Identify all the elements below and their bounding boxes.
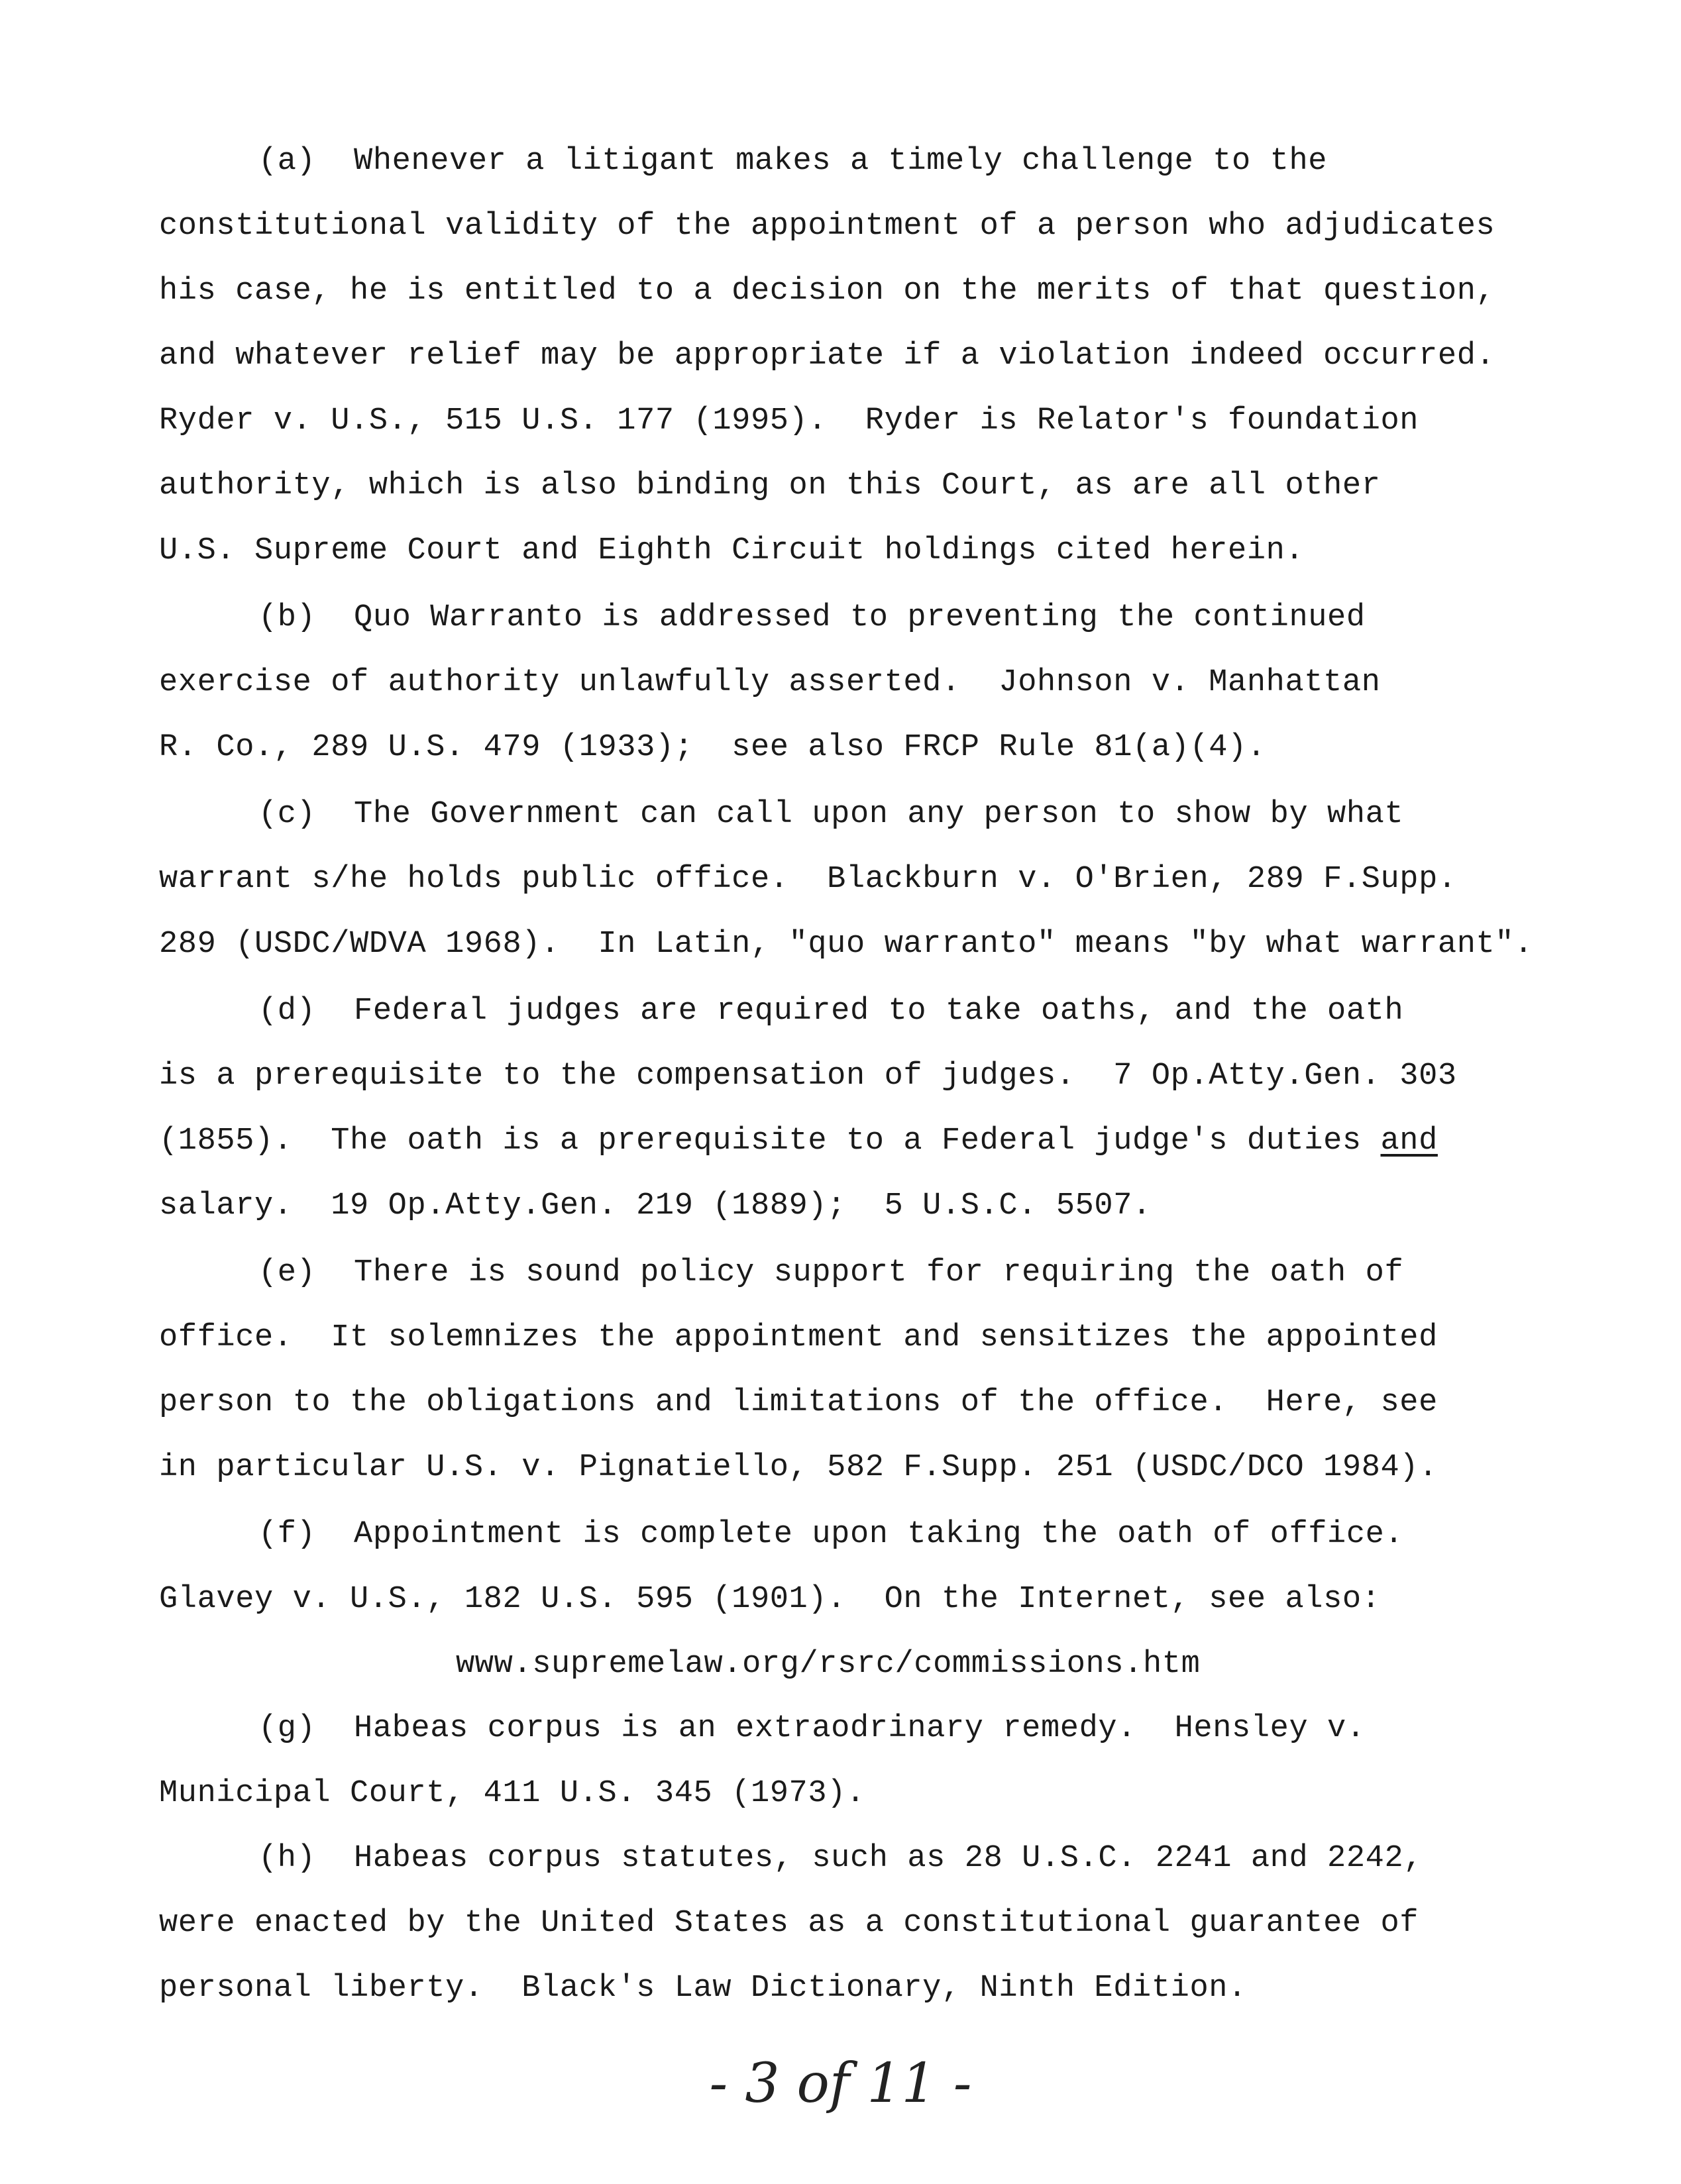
- paragraph-f-line-1: (f) Appointment is complete upon taking the oath of office.: [258, 1517, 1404, 1552]
- paragraph-a-line-6: authority, which is also binding on this Court, as are all other: [159, 468, 1381, 503]
- paragraph-a-line-7: U.S. Supreme Court and Eighth Circuit holdings cited herein.: [159, 533, 1305, 568]
- paragraph-b-line-2: exercise of authority unlawfully asserted. Johnson v. Manhattan: [159, 665, 1381, 700]
- paragraph-e-line-3: person to the obligations and limitations of the office. Here, see: [159, 1385, 1438, 1420]
- paragraph-c-line-3: 289 (USDC/WDVA 1968). In Latin, "quo warranto" means "by what warrant".: [159, 927, 1533, 962]
- paragraph-d-line-4: salary. 19 Op.Atty.Gen. 219 (1889); 5 U.S.C. 5507.: [159, 1188, 1152, 1223]
- paragraph-d-line-2: is a prerequisite to the compensation of judges. 7 Op.Atty.Gen. 303: [159, 1059, 1457, 1094]
- paragraph-f-line-2: Glavey v. U.S., 182 U.S. 595 (1901). On the Internet, see also:: [159, 1582, 1381, 1617]
- page-number: - 3 of 11 -: [709, 2052, 972, 2115]
- paragraph-g-line-2: Municipal Court, 411 U.S. 345 (1973).: [159, 1776, 865, 1811]
- paragraph-e-line-1: (e) There is sound policy support for requiring the oath of: [258, 1255, 1404, 1290]
- paragraph-d-line-3-text: (1855). The oath is a prerequisite to a Federal judge's duties: [159, 1123, 1381, 1159]
- paragraph-h-line-1: (h) Habeas corpus statutes, such as 28 U.S.C. 2241 and 2242,: [258, 1841, 1423, 1876]
- paragraph-d-line-1: (d) Federal judges are required to take oaths, and the oath: [258, 994, 1404, 1029]
- paragraph-c-line-1: (c) The Government can call upon any person to show by what: [258, 797, 1404, 832]
- paragraph-a-line-1: (a) Whenever a litigant makes a timely challenge to the: [258, 144, 1328, 179]
- paragraph-g-line-1: (g) Habeas corpus is an extraodrinary remedy. Hensley v.: [258, 1711, 1366, 1746]
- paragraph-e-line-2: office. It solemnizes the appointment and sensitizes the appointed: [159, 1320, 1438, 1355]
- paragraph-b-line-1: (b) Quo Warranto is addressed to preventing the continued: [258, 600, 1366, 635]
- paragraph-a-line-5: Ryder v. U.S., 515 U.S. 177 (1995). Ryder is Relator's foundation: [159, 403, 1419, 439]
- paragraph-a-line-4: and whatever relief may be appropriate if a violation indeed occurred.: [159, 338, 1495, 374]
- underlined-word: and: [1380, 1123, 1438, 1159]
- paragraph-e-line-4: in particular U.S. v. Pignatiello, 582 F.Supp. 251 (USDC/DCO 1984).: [159, 1450, 1438, 1485]
- paragraph-a-line-2: constitutional validity of the appointment of a person who adjudicates: [159, 209, 1495, 244]
- paragraph-a-line-3: his case, he is entitled to a decision on the merits of that question,: [159, 274, 1495, 309]
- paragraph-d-line-3: [159, 1121, 1438, 1161]
- paragraph-h-line-2: were enacted by the United States as a constitutional guarantee of: [159, 1906, 1419, 1941]
- url-text: www.supremelaw.org/rsrc/commissions.htm: [456, 1647, 1201, 1682]
- paragraph-b-line-3: R. Co., 289 U.S. 479 (1933); see also FRCP Rule 81(a)(4).: [159, 730, 1266, 765]
- paragraph-c-line-2: warrant s/he holds public office. Blackburn v. O'Brien, 289 F.Supp.: [159, 862, 1457, 897]
- paragraph-h-line-3: personal liberty. Black's Law Dictionary, Ninth Edition.: [159, 1971, 1247, 2006]
